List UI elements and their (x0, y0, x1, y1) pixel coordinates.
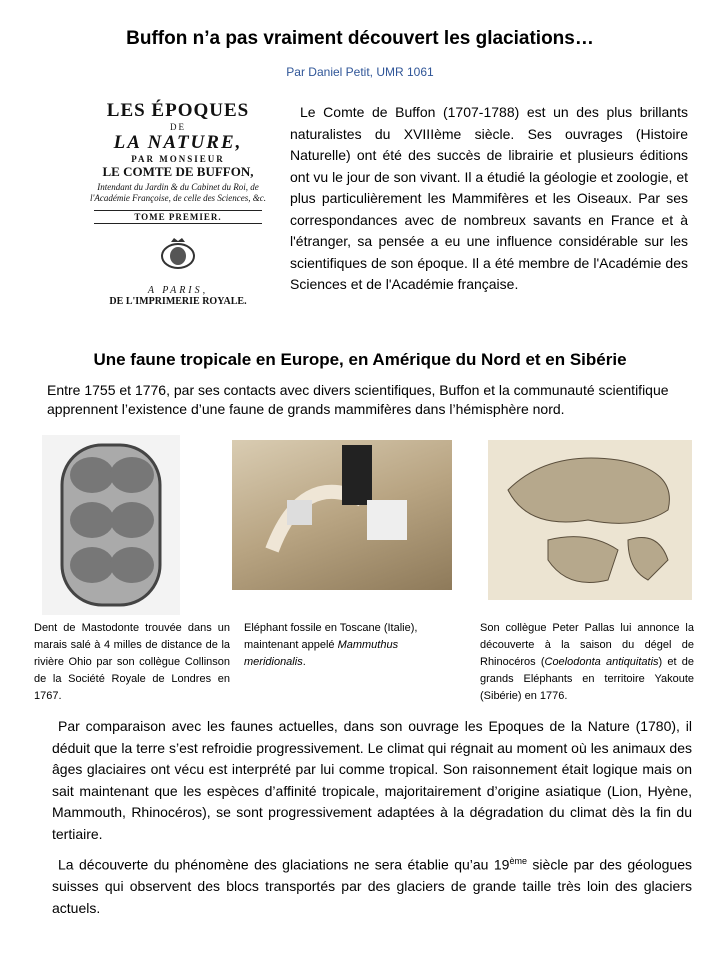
elephant-caption (244, 620, 444, 671)
comparison-paragraph: Par comparaison avec les faunes actuelles, dans son ouvrage les Epoques de la Nature (1780), il déduit que la terre s’est refroidie progressivement. Le climat qui régnait au moment où les animaux des âges glaciaires ont vécu est interprété par lui comme tropical. Son raisonnement était logique mais on sait maintenant que les espèces d’affinité tropicale, majoritairement d’origine asiatique (Lion, Hyène, Mammouth, Rhinocéros), se sont progressivement adaptées à la dégradation du climat dès la fin du tertiaire. (52, 718, 692, 842)
book-author-line: LE COMTE DE BUFFON, (102, 164, 254, 179)
book-title-page-image (88, 100, 268, 332)
paragraph-text: La découverte du phénomène des glaciations ne sera établie qu’au 19 (58, 856, 510, 873)
book-title-line: PAR MONSIEUR (131, 154, 225, 164)
glaciation-paragraph (52, 851, 692, 919)
book-publisher: DE L'IMPRIMERIE ROYALE. (109, 296, 247, 307)
section-heading: Une faune tropicale en Europe, en Amérique du Nord et en Sibérie (93, 350, 627, 369)
author-byline: Par Daniel Petit, UMR 1061 (286, 65, 434, 79)
paragraph-text: siècle par des géologues suisses qui observent des blocs transportés par des glaciers de grande taille très loin des glaciers actuels. (52, 856, 692, 916)
elephant-fossil-excavation-photo (232, 440, 452, 590)
book-author-titles: Intendant du Jardin & du Cabinet du Roi, de l'Académie Françoise, de celle des Sciences, &c. (89, 182, 267, 203)
mastodon-caption: Dent de Mastodonte trouvée dans un marais salé à 4 milles de distance de la rivière Ohio par son collègue Collinson de la Société Royale de Londres en 1767. (34, 622, 230, 702)
book-place: A PARIS, (147, 285, 209, 296)
rhinoceros-caption (480, 620, 694, 705)
caption-text: . (302, 656, 306, 668)
book-title-line: LA NATURE, (113, 132, 243, 153)
book-title-line: LES ÉPOQUES (106, 100, 250, 121)
caption-text: Son collègue Peter Pallas lui annonce la découverte à la saison du dégel de Rhinocéros ( (480, 622, 694, 668)
page-title: Buffon n’a pas vraiment découvert les glaciations… (126, 28, 594, 49)
species-name: Mammuthus meridionalis (244, 639, 399, 668)
caption-text: Eléphant fossile en Toscane (Italie), maintenant appelé (244, 622, 418, 651)
species-name: Coelodonta antiquitatis (544, 656, 659, 668)
buffon-bio-paragraph: Le Comte de Buffon (1707-1788) est un des plus brillants naturalistes du XVIIIème siècle. Ses ouvrages (Histoire Naturelle) ont été des succès de librairie et plusieurs éditions ont vu le jour de son vivant. Il a étudié la géologie et zoologie, et plus particulièrement les Mammifères et les Oiseaux. Par ses correspondances avec de nombreux savants en France et à l'étranger, sa pensée a eu une influence considérable sur les scientifiques de son époque. Il a été membre de l'Académie des Sciences et de l'Académie française. (290, 104, 688, 292)
book-volume: TOME PREMIER. (94, 210, 262, 224)
superscript: ème (509, 856, 527, 866)
intro-paragraph: Entre 1755 et 1776, par ses contacts avec divers scientifiques, Buffon et la communauté scientifique apprennent l’existence d’une faune de grands mammifères dans l’hémisphère nord. (47, 382, 669, 417)
royal-crest-icon (158, 236, 198, 270)
rhinoceros-skull-engraving (488, 440, 692, 600)
book-title-line: DE (170, 122, 186, 132)
caption-text: ) et de grands Eléphants en territoire Yakoute (Sibérie) en 1776. (480, 656, 694, 702)
mastodon-tooth-image (42, 435, 180, 615)
